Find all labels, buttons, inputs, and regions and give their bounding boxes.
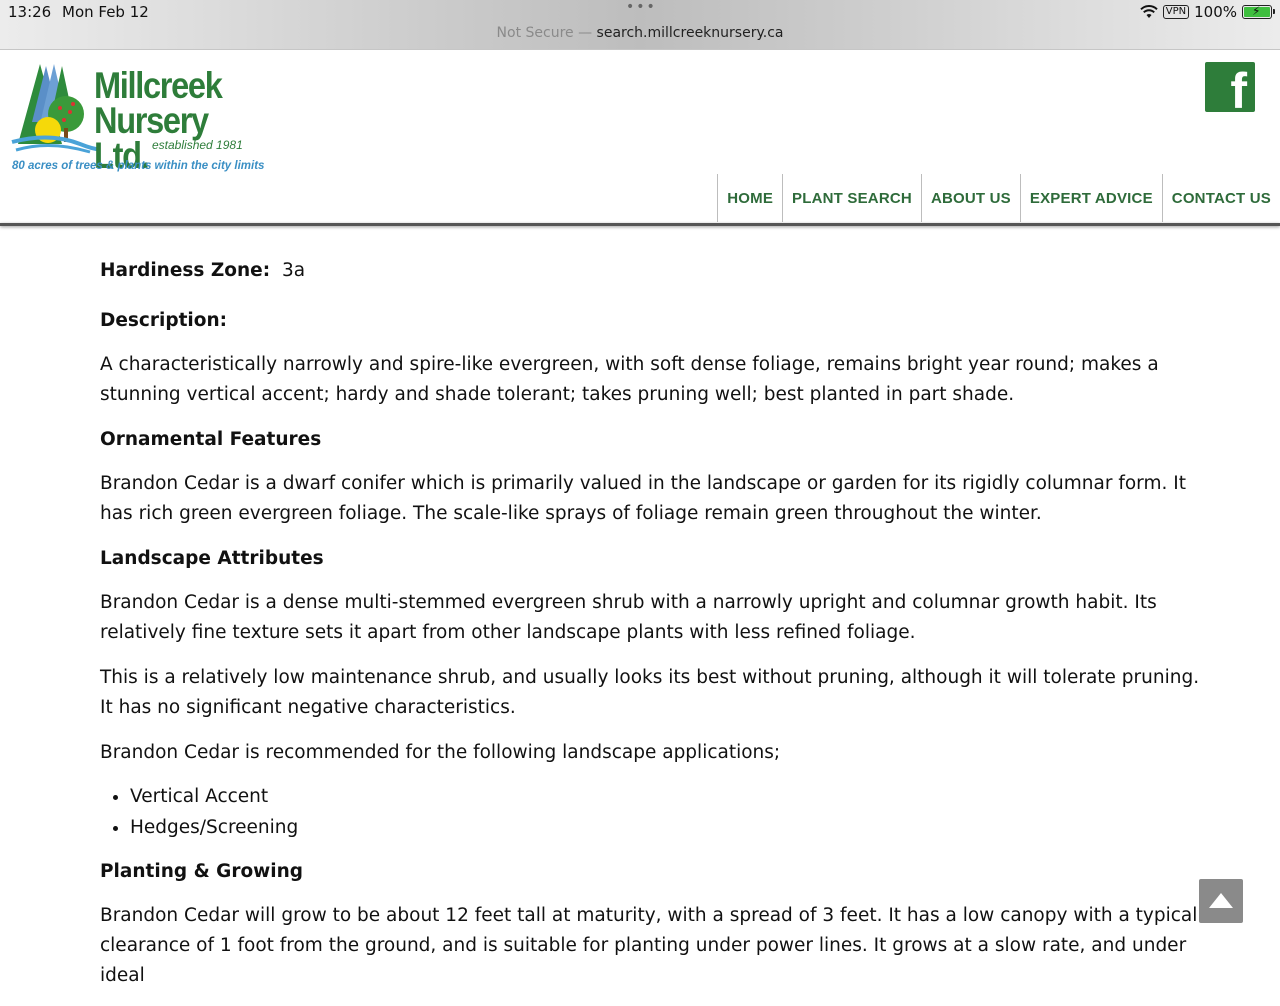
clock-date: Mon Feb 12 — [62, 3, 149, 21]
nav-home[interactable]: HOME — [717, 174, 782, 222]
nav-contact-us[interactable]: CONTACT US — [1162, 174, 1280, 222]
nav-expert-advice[interactable]: EXPERT ADVICE — [1020, 174, 1162, 222]
ornamental-heading: Ornamental Features — [100, 429, 322, 450]
nav-about-us[interactable]: ABOUT US — [921, 174, 1020, 222]
wifi-icon — [1140, 5, 1158, 19]
description-heading: Description: — [100, 310, 228, 331]
hardiness-zone — [100, 256, 1210, 286]
not-secure-label: Not Secure — — [496, 25, 593, 41]
main-nav — [717, 174, 1280, 222]
hardiness-label: Hardiness Zone: — [100, 260, 271, 281]
landscape-heading: Landscape Attributes — [100, 548, 324, 569]
clock-time: 13:26 — [8, 3, 52, 21]
description-text: A characteristically narrowly and spire-like evergreen, with soft dense foliage, remains bright year round; makes a stunning vertical accent; hardy and shade tolerant; takes pruning well; best planted in part shade. — [100, 354, 1159, 405]
header-divider — [0, 223, 1280, 226]
logo-established: established 1981 — [152, 138, 243, 152]
landscape-text-3: Brandon Cedar is recommended for the following landscape applications; — [100, 742, 781, 763]
battery-percent: 100% — [1194, 3, 1237, 21]
list-item: • Hedges/Screening — [130, 812, 1210, 843]
list-item: • Vertical Accent — [130, 781, 1210, 812]
browser-status-bar — [0, 0, 1280, 50]
vpn-badge: VPN — [1163, 5, 1189, 19]
planting-text: Brandon Cedar will grow to be about 12 feet tall at maturity, with a spread of 3 feet. It has a low canopy with a typical clearance of 1 foot from the ground, and is suitable for planting under power lines. It grows at a slow rate, and under ideal — [100, 905, 1198, 986]
facebook-icon[interactable]: f — [1205, 62, 1255, 112]
logo-tagline: 80 acres of trees & plants within the city limits — [12, 160, 265, 172]
site-header — [0, 50, 1280, 223]
planting-heading: Planting & Growing — [100, 861, 304, 882]
trees-sun-icon — [10, 62, 100, 162]
url-text: search.millcreeknursery.ca — [596, 25, 784, 41]
scroll-to-top-button[interactable] — [1199, 879, 1243, 923]
plant-details — [100, 256, 1210, 1006]
arrow-up-icon — [1209, 893, 1233, 908]
more-dots-icon[interactable]: ••• — [626, 0, 657, 15]
landscape-text-2: This is a relatively low maintenance shrub, and usually looks its best without pruning, although it will tolerate pruning. It has no significant negative characteristics. — [100, 667, 1200, 718]
ornamental-text: Brandon Cedar is a dwarf conifer which is primarily valued in the landscape or garden for its rigidly columnar form. It has rich green evergreen foliage. The scale-like sprays of foliage remain green throughout the winter. — [100, 473, 1186, 524]
nav-plant-search[interactable]: PLANT SEARCH — [782, 174, 921, 222]
applications-list — [100, 781, 1210, 843]
millcreek-logo[interactable] — [10, 62, 265, 177]
logo-wordmark: Millcreek Nursery Ltd. — [94, 65, 222, 176]
address-bar[interactable] — [0, 25, 1280, 41]
status-icons — [1140, 3, 1272, 21]
landscape-text-1: Brandon Cedar is a dense multi-stemmed evergreen shrub with a narrowly upright and columnar growth habit. Its relatively fine texture sets it apart from other landscape plants with less refined foliage. — [100, 592, 1157, 643]
hardiness-value: 3a — [282, 260, 306, 281]
battery-icon: ⚡ — [1242, 5, 1272, 19]
